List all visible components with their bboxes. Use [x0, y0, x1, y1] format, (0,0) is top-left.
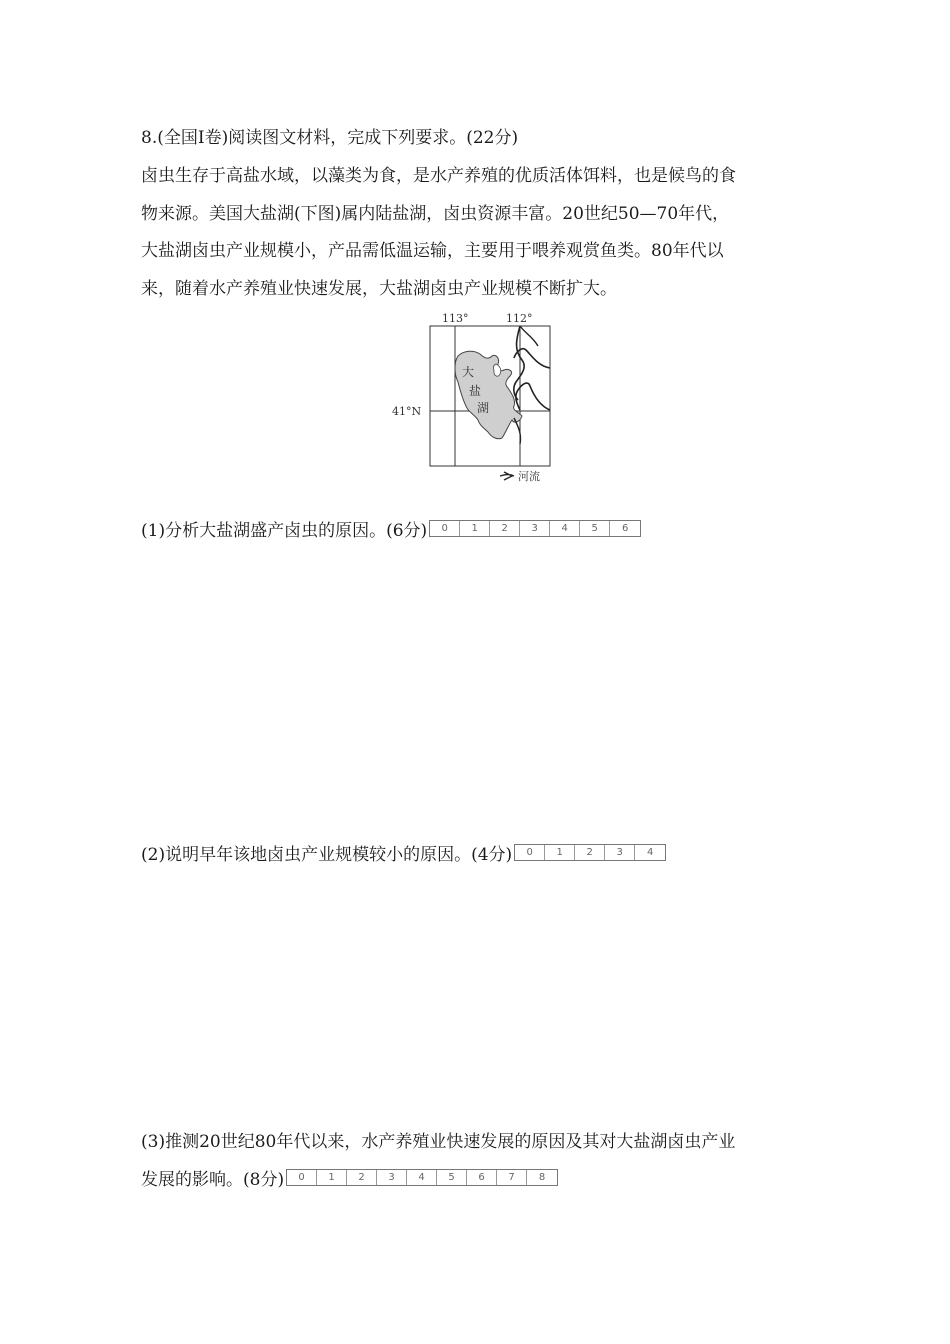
lon-label-113: 113° — [442, 312, 469, 325]
score-box-group — [514, 844, 666, 861]
question-passage — [141, 158, 813, 308]
score-box[interactable]: 1 — [460, 521, 490, 536]
great-salt-lake-map — [388, 310, 568, 488]
lake-label-char: 盐 — [469, 384, 482, 398]
question-title: 8.(全国Ⅰ卷)阅读图文材料，完成下列要求。(22分) — [141, 128, 519, 148]
sub-question-1 — [141, 514, 641, 547]
score-box-group — [286, 1169, 558, 1186]
lake-label-char: 大 — [462, 365, 475, 379]
passage-line: 卤虫生存于高盐水域，以藻类为食，是水产养殖的优质活体饵料，也是候鸟的食 — [141, 166, 736, 186]
sub-question-3-line1: (3)推测20世纪80年代以来，水产养殖业快速发展的原因及其对大盐湖卤虫产业 — [141, 1132, 736, 1152]
passage-line: 来，随着水产养殖业快速发展，大盐湖卤虫产业规模不断扩大。 — [141, 278, 617, 299]
score-box[interactable]: 2 — [575, 845, 605, 860]
score-box[interactable]: 6 — [621, 523, 629, 534]
score-box[interactable]: 8 — [538, 1172, 546, 1183]
lon-label-112: 112° — [506, 312, 533, 325]
score-box[interactable]: 0 — [430, 521, 460, 536]
river-line — [520, 326, 538, 346]
score-box[interactable]: 5 — [437, 1170, 467, 1185]
score-box[interactable]: 0 — [515, 845, 545, 860]
score-box[interactable]: 2 — [490, 521, 520, 536]
score-box[interactable]: 6 — [467, 1170, 497, 1185]
river-legend-icon — [500, 472, 514, 480]
score-box[interactable]: 5 — [580, 521, 610, 536]
lat-label-41n: 41°N — [392, 405, 422, 418]
passage-line: 物来源。美国大盐湖(下图)属内陆盐湖，卤虫资源丰富。20世纪50—70年代， — [141, 203, 730, 224]
score-box[interactable]: 3 — [377, 1170, 407, 1185]
score-box[interactable]: 1 — [317, 1170, 347, 1185]
score-box[interactable]: 7 — [497, 1170, 527, 1185]
score-box[interactable]: 3 — [520, 521, 550, 536]
sub-question-text: (1)分析大盐湖盛产卤虫的原因。(6分) — [141, 520, 428, 541]
score-box-group — [429, 520, 641, 537]
passage-line: 大盐湖卤虫产业规模小，产品需低温运输，主要用于喂养观赏鱼类。80年代以 — [141, 241, 724, 261]
sub-question-text: 发展的影响。(8分) — [141, 1169, 285, 1190]
score-box[interactable]: 0 — [287, 1170, 317, 1185]
score-box[interactable]: 4 — [646, 847, 654, 858]
river-line — [514, 349, 550, 368]
river-line — [516, 383, 550, 410]
score-box[interactable]: 4 — [407, 1170, 437, 1185]
sub-question-3 — [141, 1163, 558, 1196]
score-box[interactable]: 2 — [347, 1170, 377, 1185]
score-box[interactable]: 4 — [550, 521, 580, 536]
sub-question-2 — [141, 838, 666, 871]
sub-question-text: (2)说明早年该地卤虫产业规模较小的原因。(4分) — [141, 844, 513, 865]
score-box[interactable]: 1 — [545, 845, 575, 860]
lake-label-char: 湖 — [477, 401, 490, 415]
score-box[interactable]: 3 — [605, 845, 635, 860]
lake-peninsula — [494, 364, 501, 376]
river-legend-label: 河流 — [518, 470, 540, 483]
